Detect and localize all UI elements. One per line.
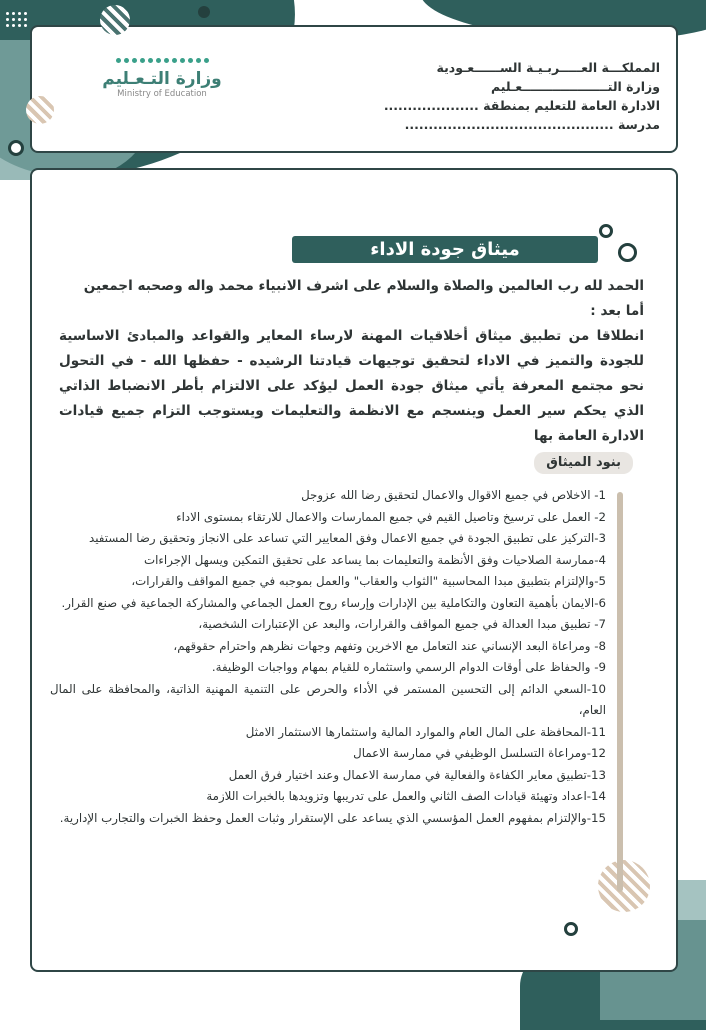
- side-accent-bar: [617, 492, 623, 892]
- striped-circle-icon: [26, 96, 54, 124]
- list-item: 11-المحافظة على المال العام والموارد المالية واستثمارها الاستثمار الامثل: [245, 724, 606, 739]
- intro-paragraph: انطلاقا من تطبيق ميثاق أخلاقيات المهنة لارساء المعاير والقواعد والمبادئ الاساسية للجودة والتميز في الاداء لتحقيق توجيهات قيادتنا الرشيده - حفظها الله - في التحول نحو مجتمع المعرفة يأتي ميثاق جودة العمل ليؤكد على الالتزام بأطر الانضباط الذاتي الذي يحكم سير العمل وينسجم مع الانظمة والتعليمات ويستوجب التزام جميع قيادات الادارة العامة بها: [59, 328, 644, 444]
- list-item: 10-السعي الدائم إلى التحسين المستمر في الأداء والحرص على التنمية المهنية الذاتية، والمحافظة على المال العام،: [50, 681, 606, 717]
- dot-icon: [198, 6, 210, 18]
- list-item: 15-والإلتزام بمفهوم العمل المؤسسي الذي يساعد على الإستقرار وثبات العمل وحفظ الخبرات والتجارب الإدارية.: [59, 810, 606, 825]
- list-item: 4-ممارسة الصلاحيات وفق الأنظمة والتعليمات بما يساعد على تحقيق التمكين ويسهل الإجراءات: [143, 552, 606, 567]
- logo-english: Ministry of Education: [117, 89, 207, 99]
- list-item: 1- الاخلاص في جميع الاقوال والاعمال لتحقيق رضا الله عزوجل: [301, 488, 606, 502]
- letterhead-line: المملكـــة العـــــربـيـة الســــــعـودية: [436, 60, 660, 75]
- list-item: 12-ومراعاة التسلسل الوظيفي في ممارسة الاعمال: [353, 746, 606, 760]
- striped-circle-icon: [100, 5, 130, 35]
- page-title: ميثاق جودة الاداء: [292, 236, 598, 263]
- ring-icon: [599, 224, 613, 238]
- dot-grid-icon: [637, 950, 658, 959]
- list-item: 9- والحفاظ على أوقات الدوام الرسمي واستثماره للقيام بمهام وواجبات الوظيفة.: [211, 660, 606, 674]
- dot-grid-icon: [6, 12, 27, 27]
- list-item: 8- ومراعاة البعد الإنساني عند التعامل مع الاخرين وتفهم وجهات نظرهم واحترام حقوقهم،: [173, 638, 606, 653]
- ring-icon: [564, 922, 578, 936]
- striped-circle-icon: [598, 860, 650, 912]
- list-item: 6-الايمان بأهمية التعاون والتكاملية بين الإدارات وإرساء روح العمل الجماعي والمشاركة الجماعية في صنع القرار.: [61, 595, 606, 610]
- charter-items: [50, 485, 606, 829]
- list-item: 7- تطبيق مبدا العدالة في جميع المواقف والقرارات، والبعد عن الإعتبارات الشخصية،: [198, 617, 606, 631]
- intro-text: [59, 274, 644, 449]
- list-item: 14-اعداد وتهيئة قيادات الصف الثاني والعمل على تدريبها وتزويدها بالخبرات اللازمة: [206, 789, 606, 803]
- intro-paragraph: أما بعد :: [590, 303, 644, 319]
- ring-icon: [8, 140, 24, 156]
- logo-dots-icon: [92, 58, 232, 63]
- ministry-logo: [92, 58, 232, 99]
- list-item: 3-التركيز على تطبيق الجودة في جميع الاعمال وفق المعايير التي تساعد على الانجاز وتحقيق رضا المستفيد: [89, 531, 606, 545]
- intro-paragraph: الحمد لله رب العالمين والصلاة والسلام على اشرف الانبياء محمد واله وصحبه اجمعين: [83, 278, 644, 294]
- list-item: 5-والإلتزام بتطبيق مبدا المحاسبية "الثواب والعقاب" والعمل بموجبه في جميع المواقف والقرارات،: [131, 574, 606, 588]
- list-item: 13-تطبيق معاير الكفاءة والفعالية في ممارسة الاعمال وعند اختيار فرق العمل: [228, 767, 606, 782]
- letterhead-line: وزارة التــــــــــــــــــــعـليم: [490, 79, 660, 94]
- ring-icon: [618, 243, 637, 262]
- section-label: بنود الميثاق: [534, 452, 633, 474]
- list-item: 2- العمل على ترسيخ وتاصيل القيم في جميع الممارسات والاعمال للارتقاء بمستوى الاداء: [176, 509, 606, 524]
- letterhead-line: مدرسة ............................................: [404, 117, 660, 132]
- letterhead: [384, 58, 660, 134]
- logo-arabic: وزارة التـعـليم: [102, 69, 222, 89]
- letterhead-line: الادارة العامة للتعليم بمنطقة ....................: [383, 98, 660, 113]
